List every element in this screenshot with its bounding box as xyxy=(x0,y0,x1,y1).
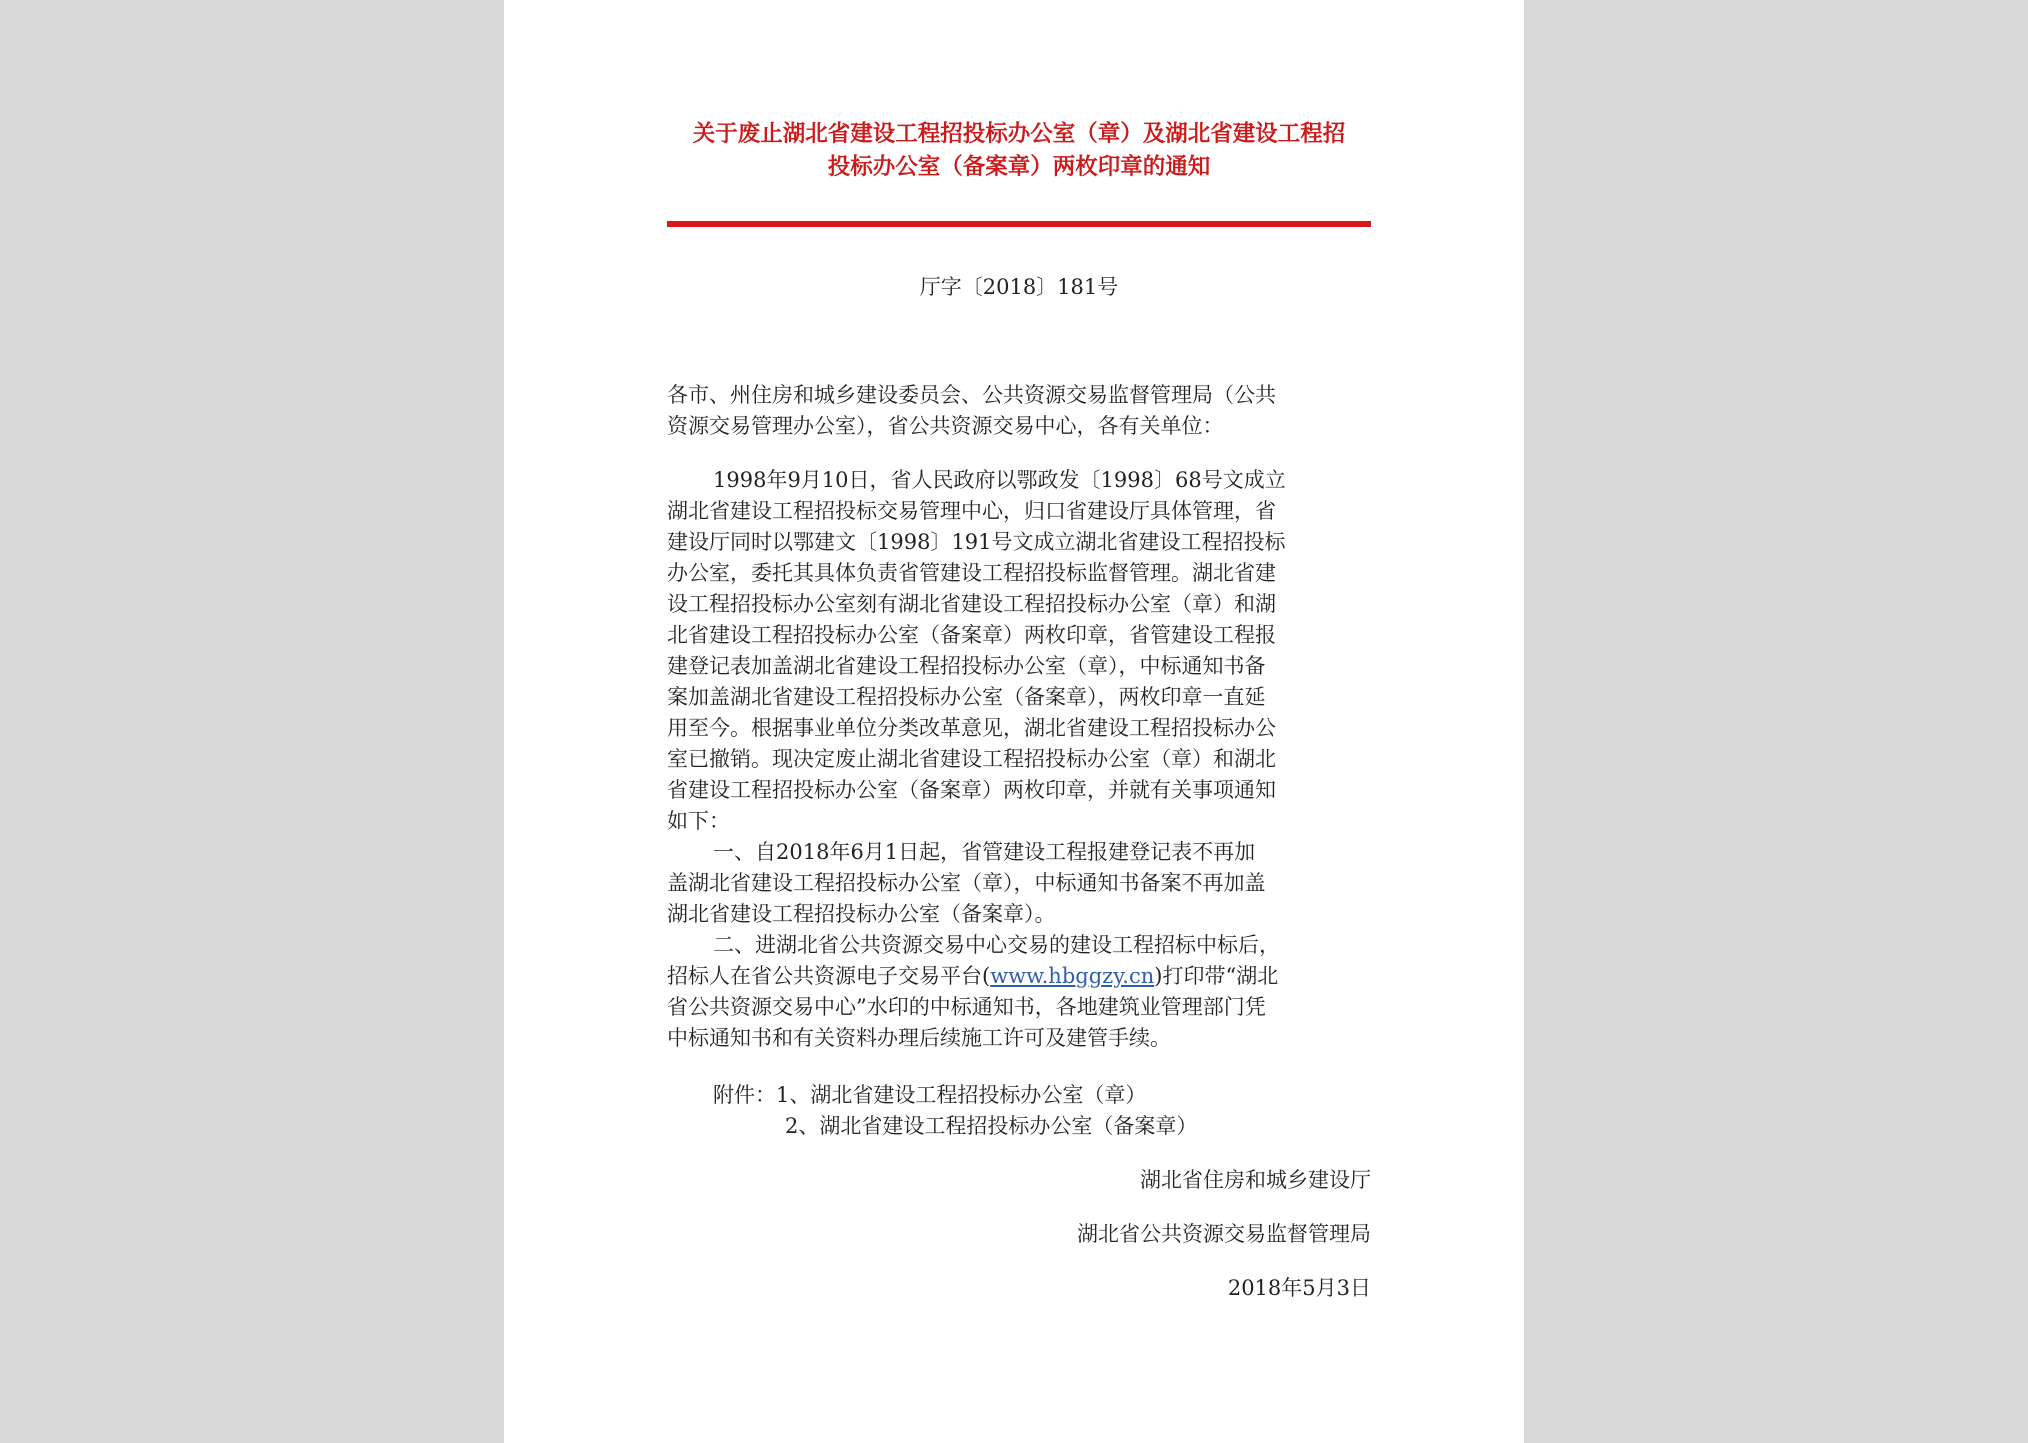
paragraph-1-line: 如下： xyxy=(667,809,730,833)
attachment-2: 2、湖北省建设工程招投标办公室（备案章） xyxy=(785,1114,1198,1138)
item-2-line: 二、进湖北省公共资源交易中心交易的建设工程招标中标后， xyxy=(713,933,1280,957)
salutation-line-2: 资源交易管理办公室），省公共资源交易中心，各有关单位： xyxy=(667,414,1224,438)
document-title xyxy=(667,118,1371,184)
paragraph-1-line: 案加盖湖北省建设工程招投标办公室（备案章），两枚印章一直延 xyxy=(667,685,1266,709)
paragraph-1-line: 办公室，委托其具体负责省管建设工程招投标监督管理。湖北省建 xyxy=(667,561,1276,585)
signer-2: 湖北省公共资源交易监督管理局 xyxy=(1077,1222,1371,1246)
paragraph-1 xyxy=(667,465,1371,1054)
item-1-line: 盖湖北省建设工程招投标办公室（章），中标通知书备案不再加盖 xyxy=(667,871,1266,895)
paragraph-1-line: 建登记表加盖湖北省建设工程招投标办公室（章），中标通知书备 xyxy=(667,654,1266,678)
item-1-line: 湖北省建设工程招投标办公室（备案章）。 xyxy=(667,902,1056,926)
paragraph-1-line: 北省建设工程招投标办公室（备案章）两枚印章，省管建设工程报 xyxy=(667,623,1276,647)
paragraph-1-line: 设工程招投标办公室刻有湖北省建设工程招投标办公室（章）和湖 xyxy=(667,592,1276,616)
paragraph-1-line: 湖北省建设工程招投标交易管理中心，归口省建设厅具体管理，省 xyxy=(667,499,1276,523)
document-date: 2018年5月3日 xyxy=(1227,1276,1371,1300)
attachment-1: 附件：1、湖北省建设工程招投标办公室（章） xyxy=(713,1083,1147,1107)
paragraph-1-line: 室已撤销。现决定废止湖北省建设工程招投标办公室（章）和湖北 xyxy=(667,747,1276,771)
paragraph-1-line: 用至今。根据事业单位分类改革意见，湖北省建设工程招投标办公 xyxy=(667,716,1276,740)
document-number: 厅字〔2018〕181号 xyxy=(919,275,1119,299)
red-divider-rule xyxy=(667,221,1371,227)
item-2-line-with-link xyxy=(667,961,1371,992)
document-page xyxy=(504,0,1524,1443)
salutation xyxy=(667,380,1371,442)
paragraph-1-line: 1998年9月10日，省人民政府以鄂政发〔1998〕68号文成立 xyxy=(713,468,1286,492)
website-link[interactable]: www.hbggzy.cn xyxy=(990,964,1155,988)
paragraph-1-line: 省建设工程招投标办公室（备案章）两枚印章，并就有关事项通知 xyxy=(667,778,1276,802)
item-2-text-before-link: 招标人在省公共资源电子交易平台( xyxy=(667,964,991,988)
salutation-line-1: 各市、州住房和城乡建设委员会、公共资源交易监督管理局（公共 xyxy=(667,383,1276,407)
title-line-1: 关于废止湖北省建设工程招投标办公室（章）及湖北省建设工程招 xyxy=(692,121,1346,147)
title-line-2: 投标办公室（备案章）两枚印章的通知 xyxy=(827,154,1211,180)
item-2-line: 省公共资源交易中心”水印的中标通知书，各地建筑业管理部门凭 xyxy=(667,995,1266,1019)
item-1-line: 一、自2018年6月1日起，省管建设工程报建登记表不再加 xyxy=(713,840,1256,864)
signer-1: 湖北省住房和城乡建设厅 xyxy=(1140,1168,1371,1192)
item-2-text-after-link: )打印带“湖北 xyxy=(1154,964,1279,988)
item-2-line: 中标通知书和有关资料办理后续施工许可及建管手续。 xyxy=(667,1026,1171,1050)
paragraph-1-line: 建设厅同时以鄂建文〔1998〕191号文成立湖北省建设工程招投标 xyxy=(667,530,1286,554)
